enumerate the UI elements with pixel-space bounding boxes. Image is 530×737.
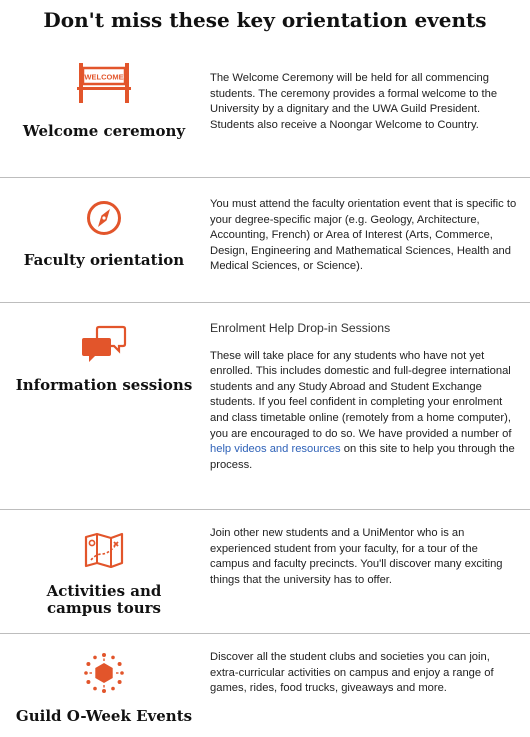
speech-bubbles-icon [81, 325, 127, 365]
event-row-information-sessions [0, 303, 530, 510]
event-description-text: The Welcome Ceremony will be held for all commencing students. The ceremony provides a formal welcome to the University by a dignitary and the UWA Guild President. Students also receive a Noongar Welcome to Country. [210, 72, 498, 131]
event-subtitle: Enrolment Help Drop-in Sessions [210, 321, 391, 335]
page-heading: Don't miss these key orientation events [43, 8, 487, 32]
event-description [208, 178, 530, 302]
event-header [0, 52, 208, 177]
event-title: Activities and campus tours [46, 582, 162, 617]
compass-icon [86, 200, 122, 236]
event-row-faculty-orientation [0, 178, 530, 303]
event-header [0, 510, 208, 633]
event-title: Faculty orientation [23, 251, 185, 269]
event-description-text: You must attend the faculty orientation event that is specific to your degree-specific major (e.g. Geology, Architecture, Accounting, French) or Area of Interest (Arts, Commerce, Design, Engineering and Mathematical Sciences, Health and Medical Sciences, or Science). [210, 198, 517, 273]
event-description [208, 52, 530, 177]
event-description [208, 634, 530, 737]
events-list [0, 52, 530, 737]
welcome-sign-text: WELCOME [84, 72, 124, 82]
event-title: Guild O-Week Events [15, 707, 193, 725]
event-header [0, 634, 208, 737]
event-row-activities-tours [0, 510, 530, 634]
guild-burst-icon [82, 651, 126, 695]
help-videos-link[interactable]: help videos and resources [210, 443, 341, 456]
welcome-sign-icon [77, 63, 131, 103]
event-row-welcome-ceremony [0, 52, 530, 178]
event-description-text: These will take place for any students who have not yet enrolled. This includes domestic and full-degree international students and any Study Abroad and Student Exchange students. If you feel confident in completing your enrolment and class timetable online (remotely from a home computer), you are encouraged to do so. We have provided a number of help videos and resources on this site to help you through the process. [210, 349, 515, 471]
event-header [0, 303, 208, 509]
event-header [0, 178, 208, 302]
event-description [208, 510, 530, 633]
event-description [208, 303, 530, 509]
event-description-text: Join other new students and a UniMentor who is an experienced student from your faculty, for a tour of the campus and faculty precincts. You'll discover many exciting things that the university has to offer. [210, 527, 503, 586]
event-title: Information sessions [15, 376, 193, 394]
event-title: Welcome ceremony [22, 122, 186, 140]
event-description-text: Discover all the student clubs and societies you can join, extra-curricular activities on campus and enjoy a range of games, rides, food trucks, giveaways and more. [210, 651, 494, 695]
event-row-guild-oweek [0, 634, 530, 737]
map-icon [84, 532, 124, 568]
